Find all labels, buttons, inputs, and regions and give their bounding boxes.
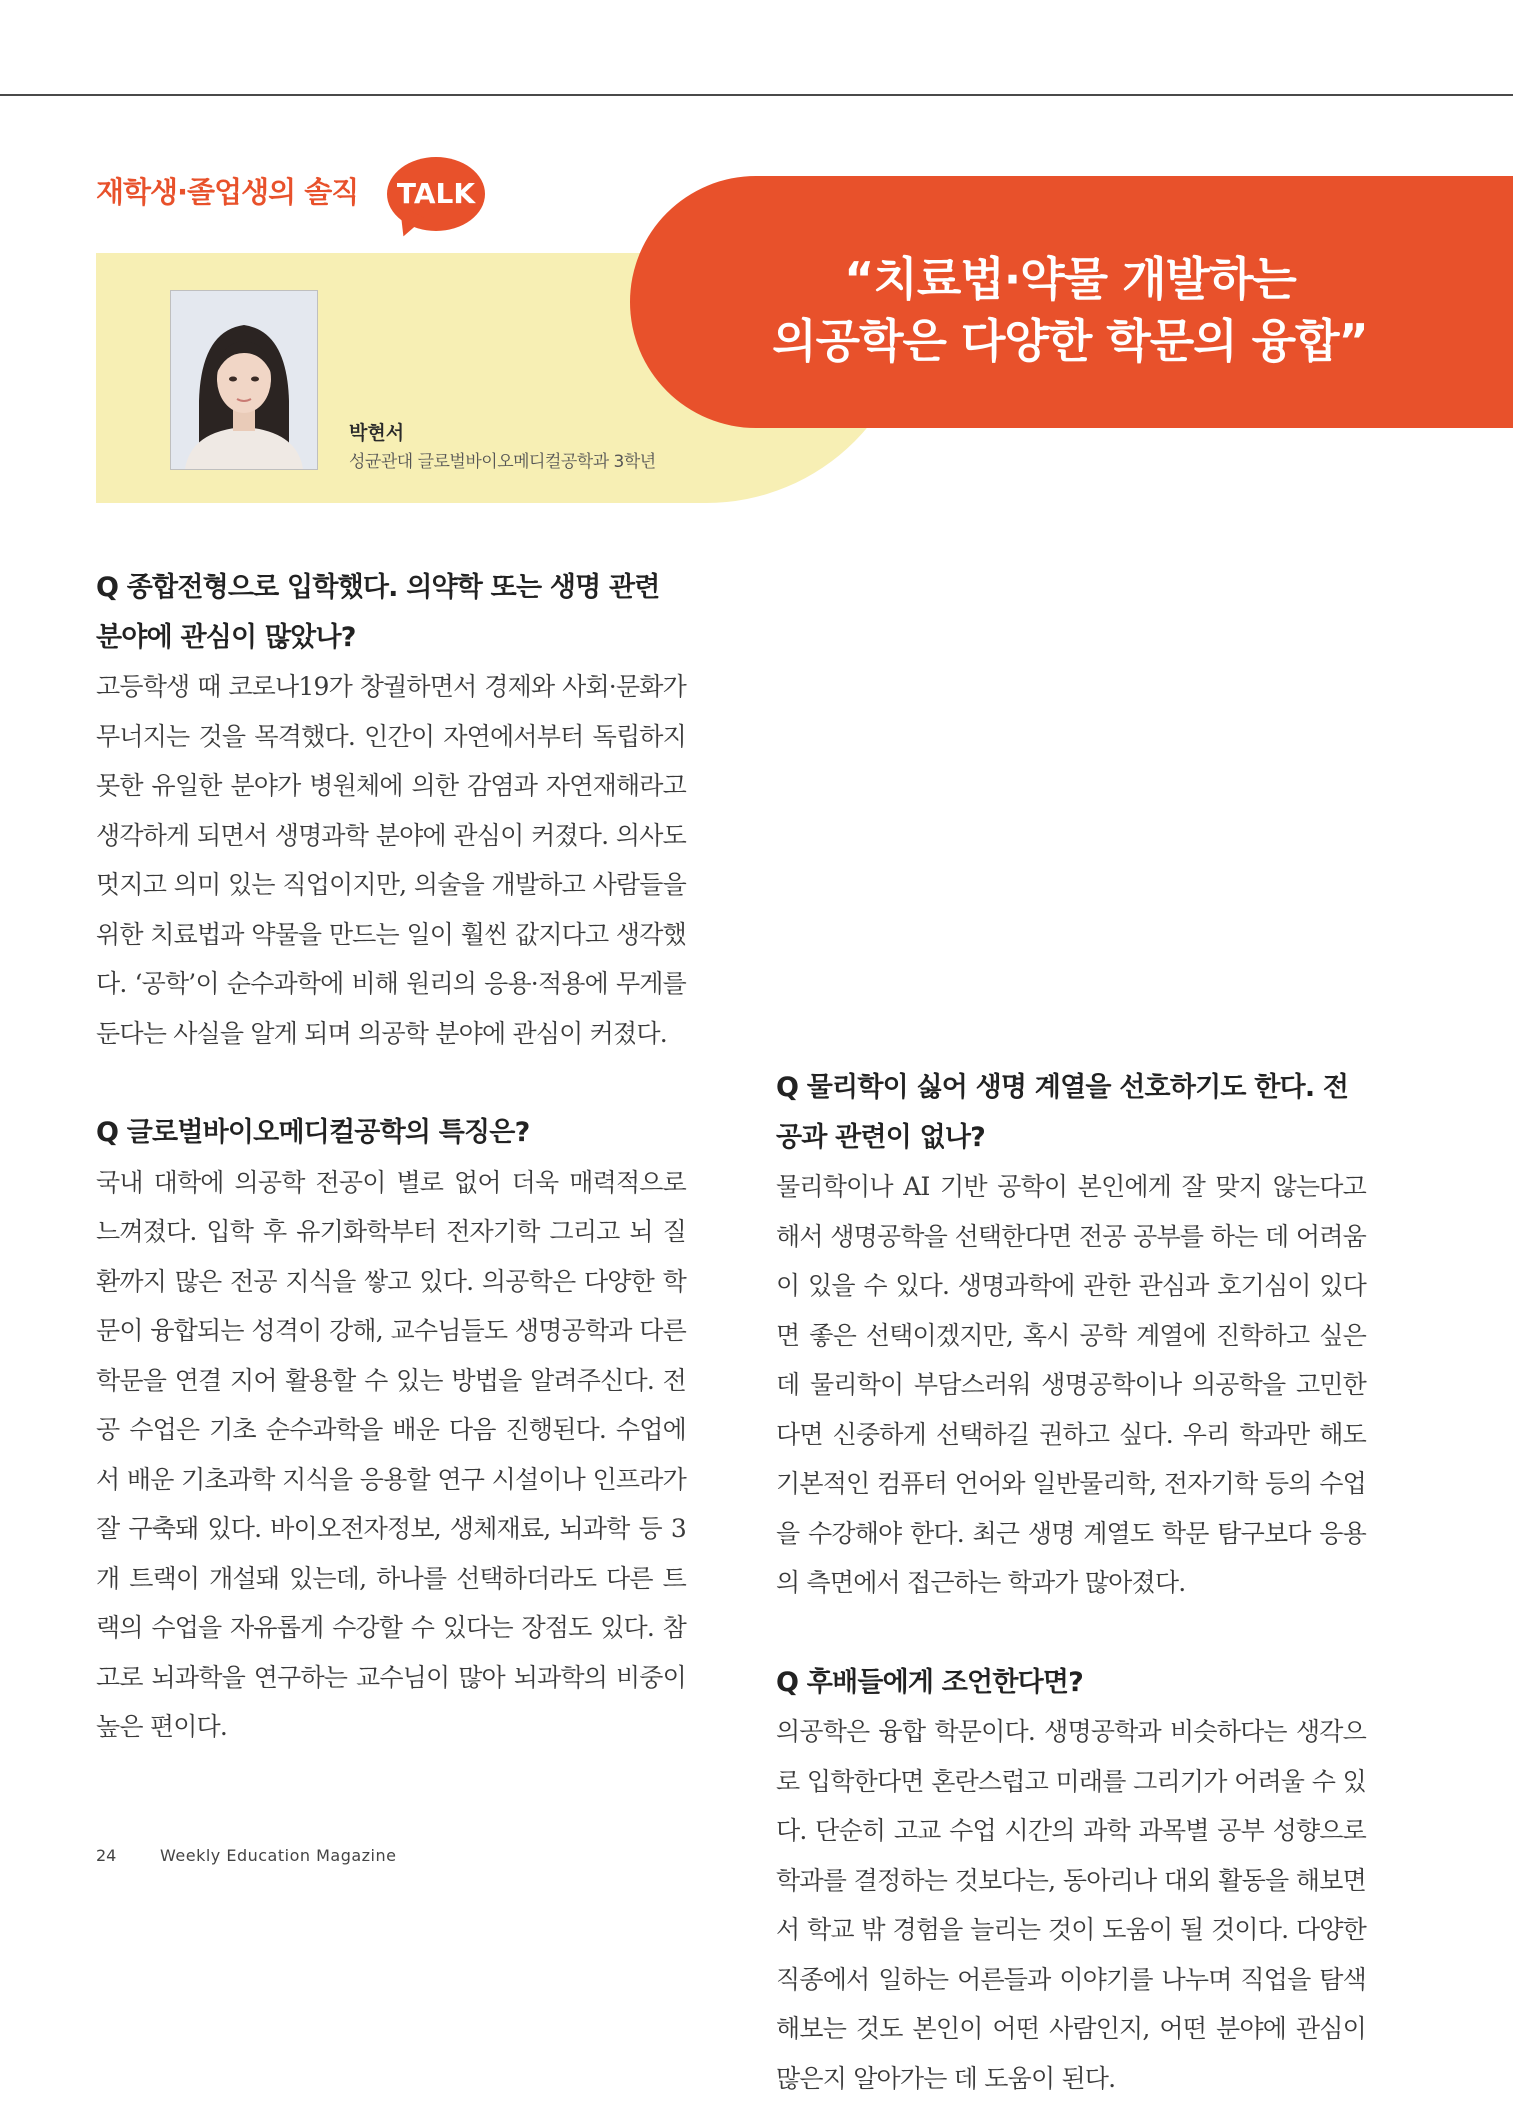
person-affiliation: 성균관대 글로벌바이오메디컬공학과 3학년 — [349, 452, 656, 472]
article-column-right — [776, 563, 1366, 2103]
answer-3: 물리학이나 AI 기반 공학이 본인에게 잘 맞지 않는다고 해서 생명공학을 선택한다면 전공 공부를 하는 데 어려움이 있을 수 있다. 생명과학에 관한 관심과 호기심이 있다면 좋은 선택이겠지만, 혹시 공학 계열에 진학하고 싶은데 물리학이 부담스러워 생명공학이나 의공학을 고민한다면 신중하게 선택하길 권하고 싶다. 우리 학과만 해도 기본적인 컴퓨터 언어와 일반물리학, 전자기학 등의 수업을 수강해야 한다. 최근 생명 계열도 학문 탐구보다 응용의 측면에서 접근하는 학과가 많아졌다. — [776, 1172, 1366, 1597]
top-rule — [0, 94, 1513, 96]
section-label: 재학생·졸업생의 솔직 — [96, 175, 359, 209]
question-3: Q 물리학이 싫어 생명 계열을 선호하기도 한다. 전공과 관련이 없나? — [776, 1072, 1349, 1153]
answer-2: 국내 대학에 의공학 전공이 별로 없어 더욱 매력적으로 느껴졌다. 입학 후 유기화학부터 전자기학 그리고 뇌 질환까지 많은 전공 지식을 쌓고 있다. 의공학은 다양한 학문이 융합되는 성격이 강해, 교수님들도 생명공학과 다른 학문을 연결 지어 활용할 수 있는 방법을 알려주신다. 전공 수업은 기초 순수과학을 배운 다음 진행된다. 수업에서 배운 기초과학 지식을 응용할 연구 시설이나 인프라가 잘 구축돼 있다. 바이오전자정보, 생체재료, 뇌과학 등 3개 트랙이 개설돼 있는데, 하나를 선택하더라도 다른 트랙의 수업을 자유롭게 수강할 수 있다는 장점도 있다. 참고로 뇌과학을 연구하는 교수님이 많아 뇌과학의 비중이 높은 편이다. — [96, 1167, 686, 1741]
person-name: 박현서 — [349, 422, 405, 444]
answer-4: 의공학은 융합 학문이다. 생명공학과 비슷하다는 생각으로 입학한다면 혼란스럽고 미래를 그리기가 어려울 수 있다. 단순히 고교 수업 시간의 과학 과목별 공부 성향으로 학과를 결정하는 것보다는, 동아리나 대외 활동을 해보면서 학교 밖 경험을 늘리는 것이 도움이 될 것이다. 다양한 직종에서 일하는 어른들과 이야기를 나누며 직업을 탐색해보는 것도 본인이 어떤 사람인지, 어떤 분야에 관심이 많은지 알아가는 데 도움이 된다. — [776, 1717, 1366, 2093]
page-number: 24 — [96, 1846, 117, 1865]
person-portrait-icon — [171, 291, 317, 469]
talk-badge: TALK — [396, 177, 476, 210]
question-4: Q 후배들에게 조언한다면? — [776, 1666, 1084, 1698]
question-2: Q 글로벌바이오메디컬공학의 특징은? — [96, 1117, 530, 1148]
answer-1: 고등학생 때 코로나19가 창궐하면서 경제와 사회·문화가 무너지는 것을 목격했다. 인간이 자연에서부터 독립하지 못한 유일한 분야가 병원체에 의한 감염과 자연재해라고 생각하게 되면서 생명과학 분야에 관심이 커졌다. 의사도 멋지고 의미 있는 직업이지만, 의술을 개발하고 사람들을 위한 치료법과 약물을 만드는 일이 훨씬 값지다고 생각했다. ‘공학’이 순수과학에 비해 원리의 응용·적용에 무게를 둔다는 사실을 알게 되며 의공학 분야에 관심이 커졌다. — [96, 672, 686, 1048]
headline — [700, 248, 1440, 372]
headline-line-1: “치료법·약물 개발하는 — [844, 252, 1296, 306]
question-1: Q 종합전형으로 입학했다. 의약학 또는 생명 관련 분야에 관심이 많았나? — [96, 572, 660, 653]
magazine-name: Weekly Education Magazine — [160, 1846, 397, 1865]
headline-line-2: 의공학은 다양한 학문의 융합” — [772, 314, 1368, 368]
article-column-left — [96, 563, 686, 1752]
profile-photo — [170, 290, 318, 470]
